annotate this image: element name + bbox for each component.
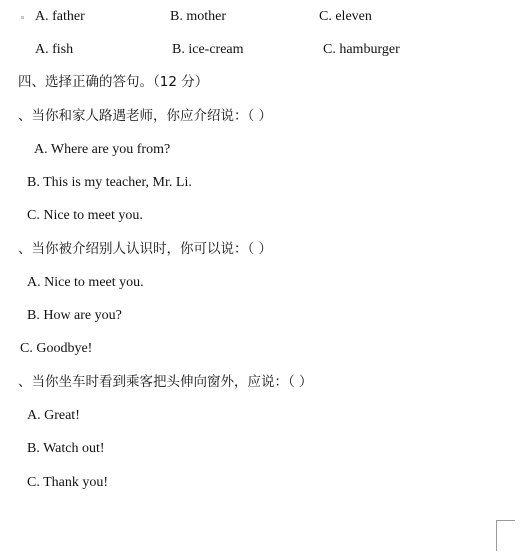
question-1-option-b: B. This is my teacher, Mr. Li. bbox=[27, 175, 192, 190]
margin-mark bbox=[21, 16, 24, 19]
option-row1-a: A. father bbox=[35, 9, 85, 24]
option-row2-a: A. fish bbox=[35, 42, 74, 57]
question-1-option-c: C. Nice to meet you. bbox=[27, 208, 143, 223]
question-2-option-a: A. Nice to meet you. bbox=[27, 275, 144, 290]
question-2-option-b: B. How are you? bbox=[27, 308, 122, 323]
option-row1-c: C. eleven bbox=[319, 9, 372, 24]
question-3-option-b: B. Watch out! bbox=[27, 441, 105, 456]
section-heading: 四、选择正确的答句。（12 分） bbox=[18, 74, 209, 90]
question-2-prompt: 、当你被介绍别人认识时，你可以说：（ ） bbox=[18, 241, 273, 257]
question-3-prompt: 、当你坐车时看到乘客把头伸向窗外，应说：（ ） bbox=[18, 374, 313, 390]
question-3-option-c: C. Thank you! bbox=[27, 475, 109, 490]
option-row2-c: C. hamburger bbox=[323, 42, 400, 57]
option-row1-b: B. mother bbox=[170, 9, 226, 24]
question-2-option-c: C. Goodbye! bbox=[20, 341, 93, 356]
option-row2-b: B. ice-cream bbox=[172, 42, 244, 57]
question-1-option-a: A. Where are you from? bbox=[34, 142, 171, 157]
question-3-option-a: A. Great! bbox=[27, 408, 80, 423]
page-corner-mark bbox=[496, 520, 515, 551]
question-1-prompt: 、当你和家人路遇老师，你应介绍说：（ ） bbox=[18, 108, 273, 124]
